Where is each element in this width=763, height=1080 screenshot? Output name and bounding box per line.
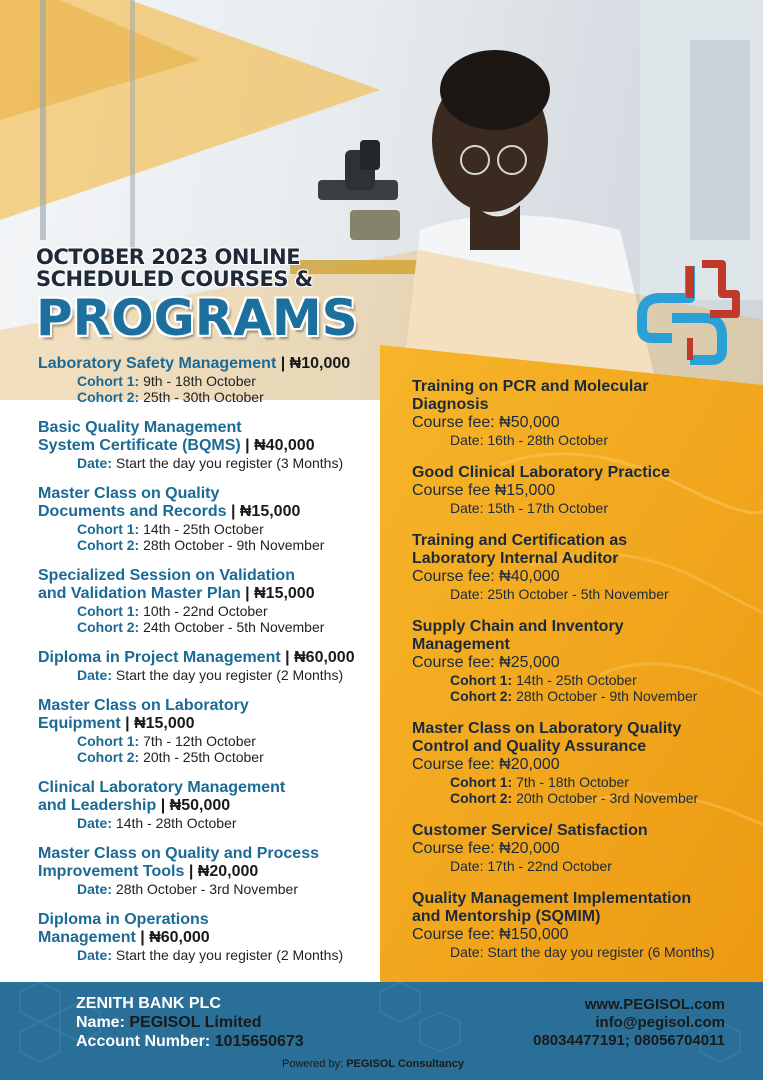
course-fee: Course fee ₦15,000 — [412, 482, 556, 499]
course-fee: Course fee: ₦25,000 — [412, 654, 560, 671]
course-title: Quality Management Implementation — [412, 890, 692, 907]
powered-by: Powered by: PEGISOL Consultancy — [282, 1058, 464, 1070]
course-date: Cohort 1: 7th - 12th October — [77, 733, 256, 749]
course-title-cont: Documents and Records — [38, 503, 227, 520]
course-title-cont: System Certificate (BQMS) — [38, 437, 241, 454]
course-item: Clinical Laboratory Management and Leadership | ₦50,000 Date: 14th - 28th October — [38, 779, 383, 831]
right-course-list — [412, 378, 752, 976]
course-date: Cohort 2: 20th - 25th October — [77, 749, 264, 765]
course-date: Date: 17th - 22nd October — [450, 858, 612, 874]
course-title: Clinical Laboratory Management — [38, 779, 286, 796]
course-fee: Course fee: ₦20,000 — [412, 756, 560, 773]
course-item — [412, 378, 752, 448]
account-number: Account Number: 1015650673 — [76, 1033, 304, 1050]
course-title-cont: Diagnosis — [412, 396, 489, 413]
course-fee: Course fee: ₦50,000 — [412, 414, 560, 431]
course-price: ₦10,000 — [289, 355, 351, 372]
course-item: Diploma in Project Management | ₦60,000 Date: Start the day you register (2 Months) — [38, 649, 383, 683]
course-title: Laboratory Safety Management — [38, 355, 277, 372]
course-title-cont: Management — [38, 929, 136, 946]
contact-details — [533, 996, 725, 1050]
course-item — [412, 822, 752, 874]
course-title-cont: Control and Quality Assurance — [412, 738, 647, 755]
course-price: ₦40,000 — [254, 437, 315, 454]
course-date: Cohort 1: 14th - 25th October — [77, 521, 264, 537]
course-date: Date: Start the day you register (6 Months) — [450, 944, 715, 960]
course-item — [412, 618, 752, 704]
bank-details — [76, 994, 304, 1051]
course-title-cont: Management — [412, 636, 510, 653]
course-title: Master Class on Quality and Process — [38, 845, 319, 862]
course-date: Date: Start the day you register (3 Months) — [77, 455, 344, 471]
course-item: Diploma in Operations Management | ₦60,000 Date: Start the day you register (2 Months) — [38, 911, 383, 963]
course-item — [412, 464, 752, 516]
account-name: Name: PEGISOL Limited — [76, 1014, 262, 1031]
course-date: Cohort 1: 10th - 22nd October — [77, 603, 268, 619]
course-item: Laboratory Safety Management | ₦10,000 Cohort 1: 9th - 18th October Cohort 2: 25th - 30th October — [38, 355, 383, 405]
course-fee: Course fee: ₦20,000 — [412, 840, 560, 857]
course-title: Training on PCR and Molecular — [412, 378, 649, 395]
course-title: Specialized Session on Validation — [38, 567, 295, 584]
course-item: Master Class on Quality Documents and Records | ₦15,000 Cohort 1: 14th - 25th October Cohort 2: 28th October - 9th November — [38, 485, 383, 553]
course-date: Date: 25th October - 5th November — [450, 586, 669, 602]
course-title-cont: and Mentorship (SQMIM) — [412, 908, 601, 925]
course-title-cont: Improvement Tools — [38, 863, 185, 880]
course-date: Cohort 2: 20th October - 3rd November — [450, 790, 699, 806]
course-price: ₦60,000 — [149, 929, 210, 946]
course-title-cont: and Leadership — [38, 797, 157, 814]
course-title: Good Clinical Laboratory Practice — [412, 464, 670, 481]
website-link[interactable]: www.PEGISOL.com — [584, 996, 725, 1013]
phone-numbers: 08034477191; 08056704011 — [533, 1032, 725, 1049]
course-item: Basic Quality Management System Certificate (BQMS) | ₦40,000 Date: Start the day you register (3 Months) — [38, 419, 383, 471]
course-date: Date: 28th October - 3rd November — [77, 881, 298, 897]
course-item — [412, 890, 752, 960]
heading — [36, 246, 376, 346]
course-title: Diploma in Project Management — [38, 649, 281, 666]
course-price: ₦15,000 — [134, 715, 195, 732]
course-item: Master Class on Quality and Process Improvement Tools | ₦20,000 Date: 28th October - 3rd November — [38, 845, 383, 897]
course-item — [412, 532, 752, 602]
course-fee: Course fee: ₦40,000 — [412, 568, 560, 585]
course-title: Training and Certification as — [412, 532, 628, 549]
course-item: Specialized Session on Validation and Validation Master Plan | ₦15,000 Cohort 1: 10th - 22nd October Cohort 2: 24th October - 5th November — [38, 567, 383, 635]
course-item — [412, 720, 752, 806]
course-price: ₦15,000 — [239, 503, 301, 520]
course-date: Cohort 1: 9th - 18th October — [77, 373, 256, 389]
course-date: Cohort 2: 25th - 30th October — [77, 389, 264, 405]
course-date: Cohort 2: 28th October - 9th November — [77, 537, 325, 553]
course-date: Date: 15th - 17th October — [450, 500, 608, 516]
course-date: Date: 16th - 28th October — [450, 432, 608, 448]
course-date: Cohort 2: 28th October - 9th November — [450, 688, 698, 704]
heading-line-2: SCHEDULED COURSES & — [36, 267, 313, 291]
course-title: Basic Quality Management — [38, 419, 242, 436]
course-title-cont: Laboratory Internal Auditor — [412, 550, 619, 567]
course-date: Cohort 2: 24th October - 5th November — [77, 619, 325, 635]
course-title-cont: and Validation Master Plan — [38, 585, 241, 602]
course-price: ₦15,000 — [254, 585, 315, 602]
course-title: Supply Chain and Inventory — [412, 618, 624, 635]
email-link[interactable]: info@pegisol.com — [595, 1014, 725, 1031]
course-title: Master Class on Laboratory Quality — [412, 720, 682, 737]
course-date: Cohort 1: 7th - 18th October — [450, 774, 629, 790]
course-date: Date: 14th - 28th October — [77, 815, 237, 831]
course-title: Master Class on Quality — [38, 485, 220, 502]
course-date: Date: Start the day you register (2 Months) — [77, 667, 344, 683]
course-date: Cohort 1: 14th - 25th October — [450, 672, 637, 688]
course-title: Master Class on Laboratory — [38, 697, 249, 714]
bank-name: ZENITH BANK PLC — [76, 995, 221, 1012]
course-fee: Course fee: ₦150,000 — [412, 926, 569, 943]
course-title: Customer Service/ Satisfaction — [412, 822, 648, 839]
heading-programs: PROGRAMS — [36, 289, 358, 347]
heading-line-1: OCTOBER 2023 ONLINE — [36, 245, 301, 269]
course-price: ₦50,000 — [169, 797, 231, 814]
course-title: Diploma in Operations — [38, 911, 209, 928]
course-item: Master Class on Laboratory Equipment | ₦15,000 Cohort 1: 7th - 12th October Cohort 2: 20th - 25th October — [38, 697, 383, 765]
course-title-cont: Equipment — [38, 715, 121, 732]
hero-banner — [0, 0, 763, 400]
course-date: Date: Start the day you register (2 Months) — [77, 947, 344, 963]
footer — [0, 982, 763, 1080]
course-price: ₦60,000 — [294, 649, 355, 666]
left-course-list — [38, 355, 383, 977]
course-price: ₦20,000 — [197, 863, 259, 880]
